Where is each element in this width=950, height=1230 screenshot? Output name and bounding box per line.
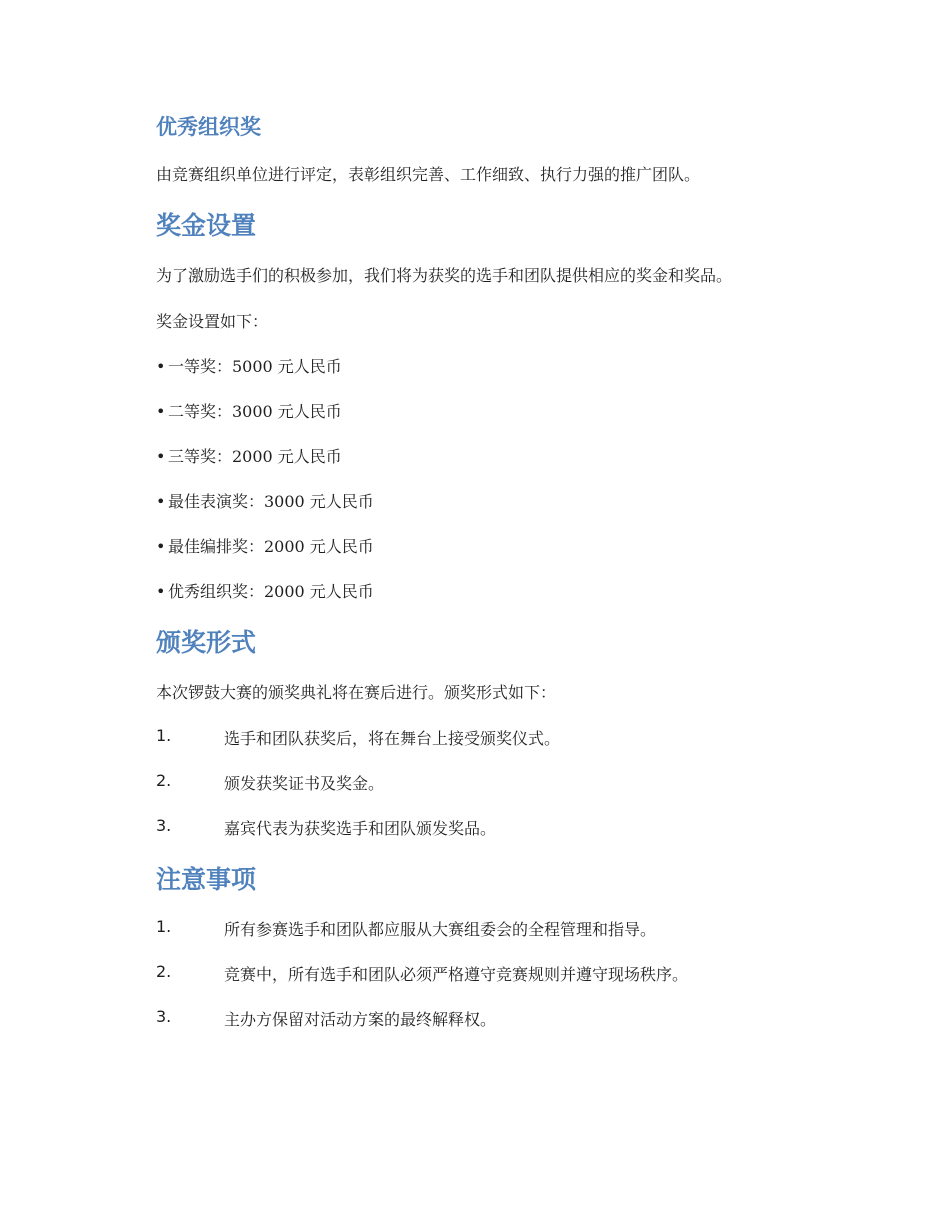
award-item-text: 嘉宾代表为获奖选手和团队颁发奖品。 <box>224 819 497 838</box>
note-item-number: 1. <box>156 917 172 936</box>
prize-list-item <box>156 534 374 557</box>
prize-item-text: 最佳编排奖：2000 元人民币 <box>168 537 374 556</box>
award-item-number: 2. <box>156 771 172 790</box>
bullet-icon: • <box>156 402 166 421</box>
award-form-intro: 本次锣鼓大赛的颁奖典礼将在赛后进行。颁奖形式如下： <box>156 683 557 702</box>
prize-item-text: 一等奖：5000 元人民币 <box>168 357 342 376</box>
prize-list-item <box>156 579 374 602</box>
note-item-text: 所有参赛选手和团队都应服从大赛组委会的全程管理和指导。 <box>224 920 657 939</box>
award-item-number: 1. <box>156 726 172 745</box>
award-item-number: 3. <box>156 816 172 835</box>
prize-list-item <box>156 444 342 467</box>
prize-list-item <box>156 399 342 422</box>
section-heading-award-form: 颁奖形式 <box>156 628 257 657</box>
bullet-icon: • <box>156 492 166 511</box>
excellent-org-paragraph: 由竞赛组织单位进行评定，表彰组织完善、工作细致、执行力强的推广团队。 <box>156 165 701 184</box>
award-item-text: 选手和团队获奖后，将在舞台上接受颁奖仪式。 <box>224 729 561 748</box>
section-heading-excellent-org: 优秀组织奖 <box>156 115 261 139</box>
bullet-icon: • <box>156 447 166 466</box>
prize-item-text: 三等奖：2000 元人民币 <box>168 447 342 466</box>
prize-item-text: 二等奖：3000 元人民币 <box>168 402 342 421</box>
prize-item-text: 优秀组织奖：2000 元人民币 <box>168 582 374 601</box>
note-item-text: 主办方保留对活动方案的最终解释权。 <box>224 1010 497 1029</box>
note-item-number: 3. <box>156 1007 172 1026</box>
note-item-text: 竞赛中，所有选手和团队必须严格遵守竞赛规则并遵守现场秩序。 <box>224 965 689 984</box>
section-heading-prize-settings: 奖金设置 <box>156 211 257 240</box>
prize-list-item <box>156 354 342 377</box>
prize-settings-intro: 为了激励选手们的积极参加，我们将为获奖的选手和团队提供相应的奖金和奖品。 <box>156 266 733 285</box>
prize-list-item <box>156 489 374 512</box>
bullet-icon: • <box>156 582 166 601</box>
prize-item-text: 最佳表演奖：3000 元人民币 <box>168 492 374 511</box>
award-item-text: 颁发获奖证书及奖金。 <box>224 774 385 793</box>
bullet-icon: • <box>156 357 166 376</box>
section-heading-notes: 注意事项 <box>156 865 257 894</box>
prize-settings-lead: 奖金设置如下： <box>156 312 269 331</box>
bullet-icon: • <box>156 537 166 556</box>
note-item-number: 2. <box>156 962 172 981</box>
